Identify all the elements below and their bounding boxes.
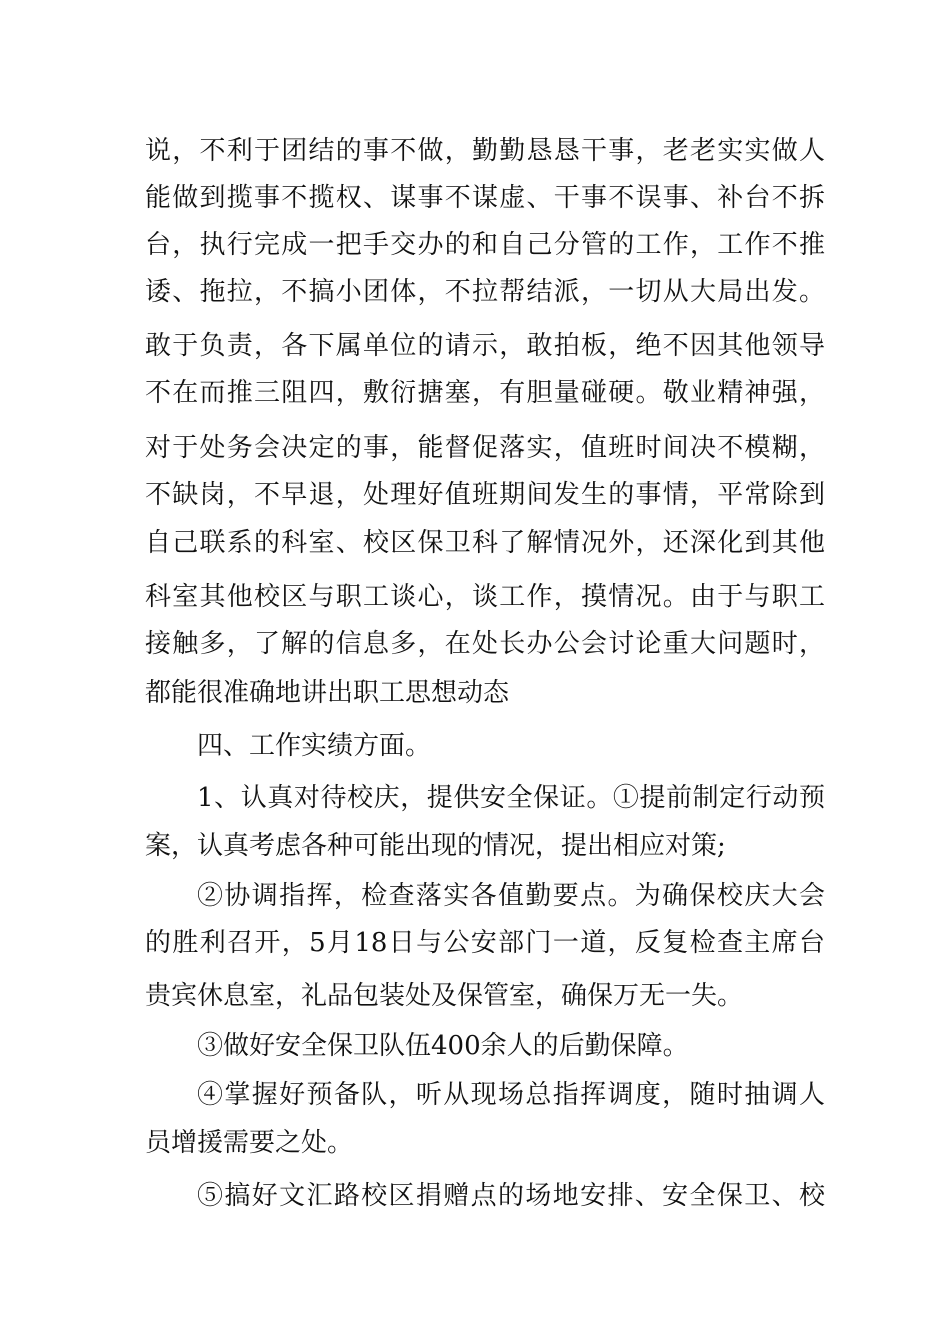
text-line: 诿、拖拉，不搞小团体，不拉帮结派，一切从大局出发。 [145,277,825,307]
text-line: ②协调指挥，检查落实各值勤要点。为确保校庆大会 [197,881,825,911]
text-line: 自己联系的科室、校区保卫科了解情况外，还深化到其他 [145,528,825,558]
text-line: 的胜利召开，5月18日与公安部门一道，反复检查主席台 [145,928,825,958]
text-line: 案，认真考虑各种可能出现的情况，提出相应对策; [145,831,726,861]
text-line: 不缺岗，不早退，处理好值班期间发生的事情，平常除到 [145,480,825,510]
text-line: 贵宾休息室，礼品包装处及保管室，确保万无一失。 [145,981,744,1011]
text-line: ④掌握好预备队，听从现场总指挥调度，随时抽调人 [197,1080,825,1110]
text-line: 1、认真对待校庆，提供安全保证。①提前制定行动预 [197,783,825,813]
text-line: 都能很准确地讲出职工思想动态 [145,678,510,708]
text-line: 能做到揽事不揽权、谋事不谋虚、干事不误事、补台不拆 [145,183,825,213]
text-line: 说，不利于团结的事不做，勤勤恳恳干事，老老实实做人 [145,136,825,166]
text-line: ③做好安全保卫队伍400余人的后勤保障。 [197,1031,689,1061]
text-line: 员增援需要之处。 [145,1128,354,1158]
text-line: 敢于负责，各下属单位的请示，敢拍板，绝不因其他领导 [145,331,825,361]
text-line: 科室其他校区与职工谈心，谈工作，摸情况。由于与职工 [145,582,825,612]
text-line: 接触多，了解的信息多，在处长办公会讨论重大问题时， [145,629,825,659]
text-line: 对于处务会决定的事，能督促落实，值班时间决不模糊， [145,433,825,463]
text-line: 台，执行完成一把手交办的和自己分管的工作，工作不推 [145,230,825,260]
text-line: ⑤搞好文汇路校区捐赠点的场地安排、安全保卫、校 [197,1181,825,1211]
text-line: 不在而推三阻四，敷衍搪塞，有胆量碰硬。敬业精神强， [145,378,825,408]
section-heading: 四、工作实绩方面。 [197,731,432,761]
